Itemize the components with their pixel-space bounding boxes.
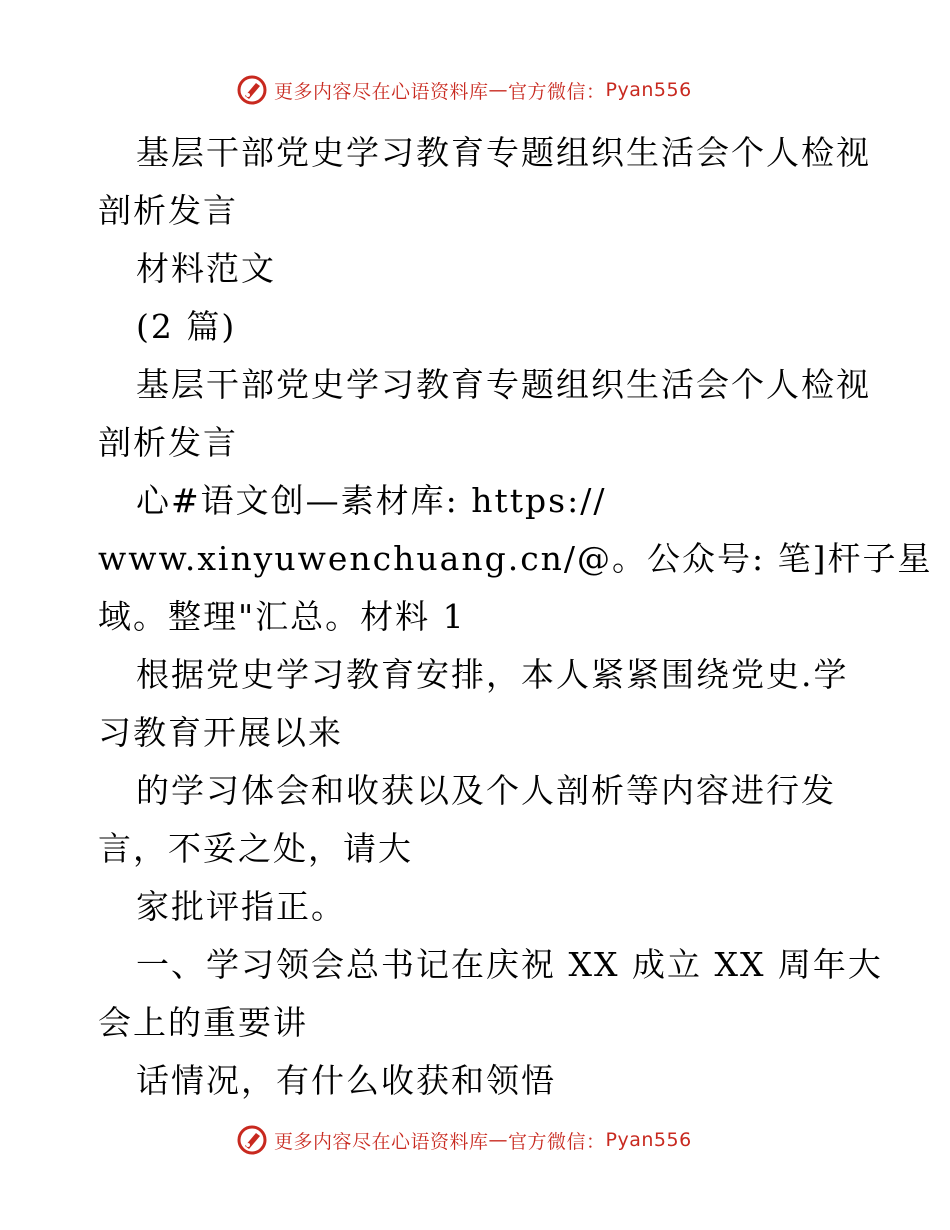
body-line: (2 篇) [136, 307, 237, 346]
footer-banner-title: 更多内容尽在心语资料库 [274, 1130, 489, 1153]
body-line: 一、学习领会总书记在庆祝 XX 成立 XX 周年大 [136, 945, 883, 984]
footer-banner-wechat-label: 官方微信： [508, 1130, 606, 1153]
body-line: 材料范文 [136, 249, 276, 288]
body-line: 根据党史学习教育安排，本人紧紧围绕党史.学 [136, 655, 849, 694]
body-line: 言，不妥之处，请大 [98, 829, 413, 868]
body-line: 习教育开展以来 [98, 713, 343, 752]
body-line: 域。整理"汇总。材料 1 [98, 597, 466, 636]
footer-banner-dash: — [488, 1129, 509, 1151]
body-line: www.xinyuwenchuang.cn/@。公众号: 笔]杆子星 [98, 539, 933, 578]
body-line: 话情况，有什么收获和领悟 [136, 1061, 556, 1100]
body-line: 会上的重要讲 [98, 1003, 308, 1042]
header-banner [236, 72, 692, 108]
header-banner-title: 更多内容尽在心语资料库 [274, 80, 489, 103]
body-line: 基层干部党史学习教育专题组织生活会个人检视 [136, 133, 871, 172]
header-banner-wechat-id: Pyan556 [605, 79, 692, 101]
body-line: 的学习体会和收获以及个人剖析等内容进行发 [136, 771, 836, 810]
pen-nib-logo-icon [236, 1124, 268, 1156]
body-line: 家批评指正。 [136, 887, 346, 926]
header-banner-dash: — [488, 79, 509, 101]
footer-banner [236, 1122, 692, 1158]
body-line: 剖析发言 [98, 191, 238, 230]
body-line: 基层干部党史学习教育专题组织生活会个人检视 [136, 365, 871, 404]
footer-banner-wechat-id: Pyan556 [605, 1129, 692, 1151]
body-line: 剖析发言 [98, 423, 238, 462]
document-body [98, 124, 933, 1110]
pen-nib-logo-icon [236, 74, 268, 106]
body-line: 心#语文创—素材库: https:// [136, 481, 607, 520]
header-banner-wechat-label: 官方微信： [508, 80, 606, 103]
